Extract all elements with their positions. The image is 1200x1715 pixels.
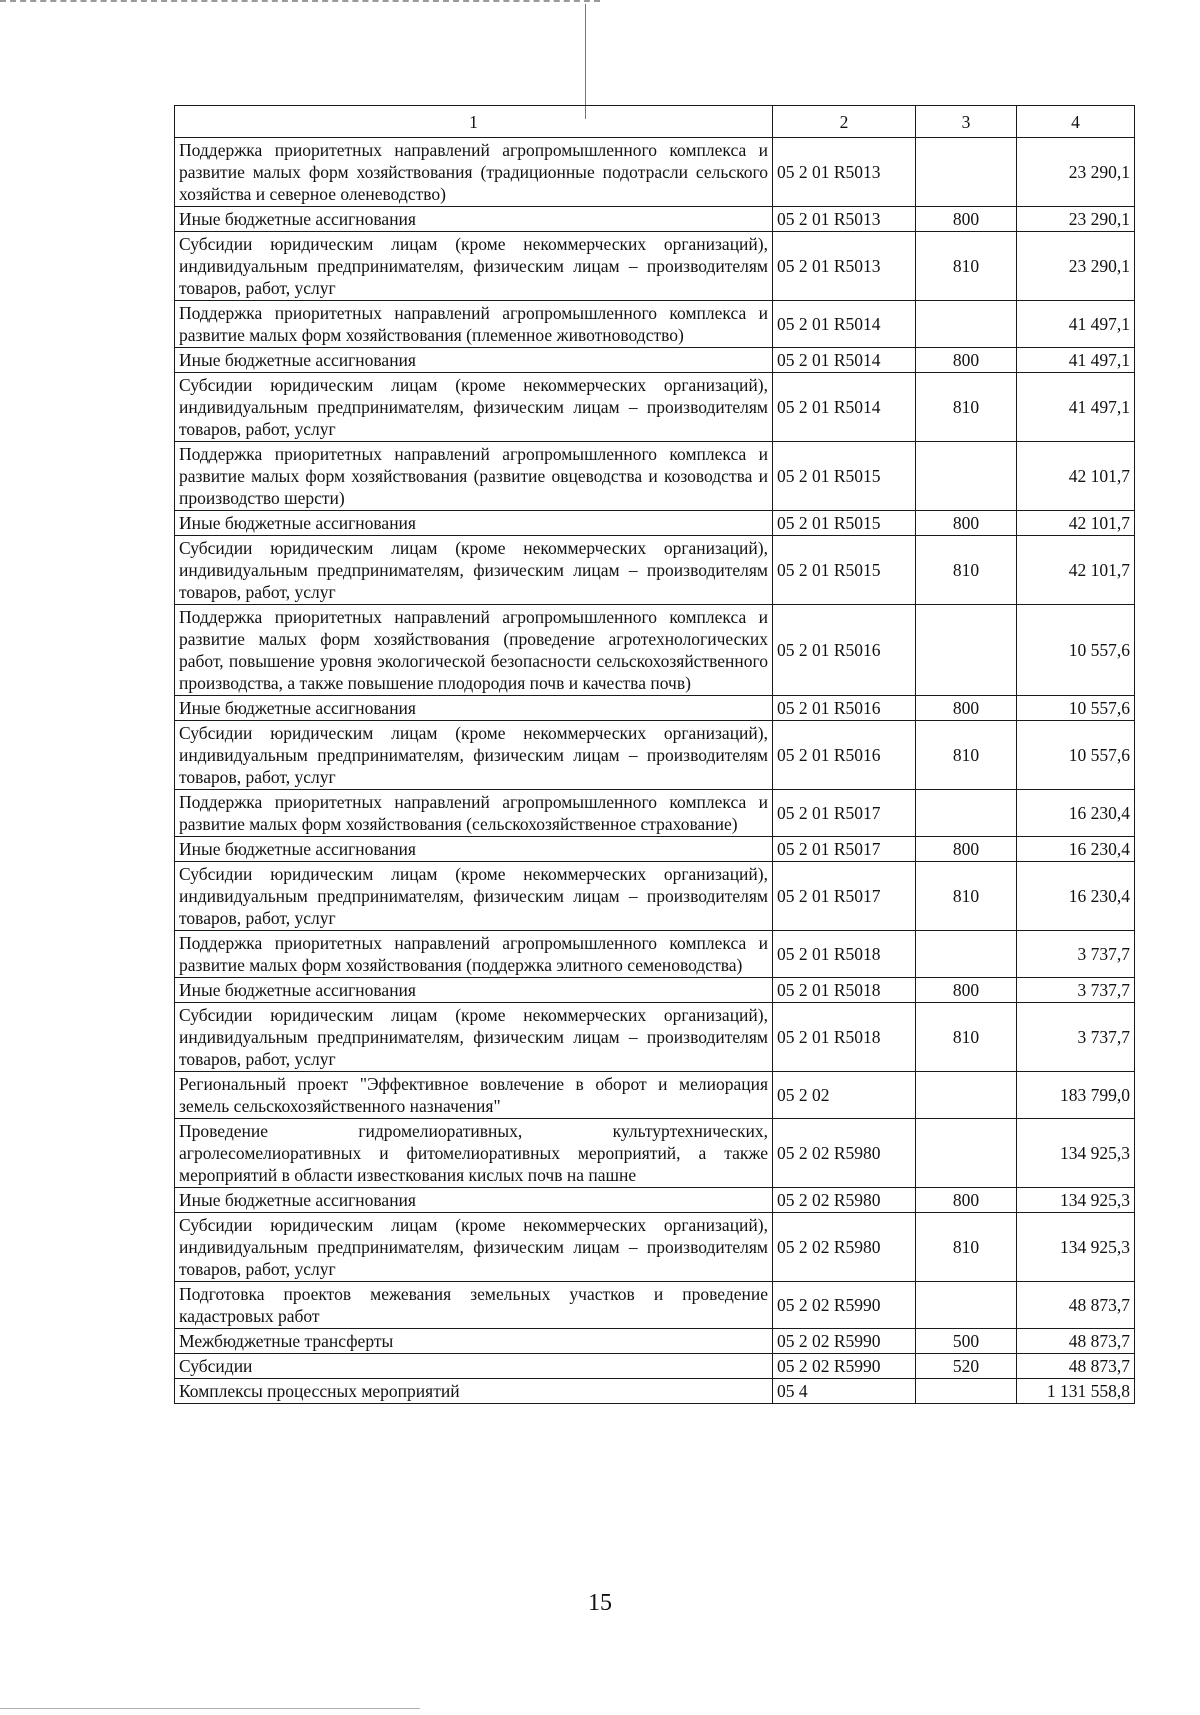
row-expense-type-cell: 810: [916, 1213, 1017, 1282]
row-code-cell: 05 4: [773, 1379, 916, 1404]
table-row: [175, 790, 1135, 837]
row-name-cell: Иные бюджетные ассигнования: [175, 348, 773, 373]
row-code-cell: 05 2 01 R5013: [773, 232, 916, 301]
row-expense-type-cell: 810: [916, 232, 1017, 301]
column-header-2: 2: [773, 106, 916, 138]
row-name-cell: Субсидии юридическим лицам (кроме некоммерческих организаций), индивидуальным предпринимателям, физическим лицам – производителям товаров, работ, услуг: [175, 536, 773, 605]
table-row: [175, 301, 1135, 348]
scan-artifact-top-line: [0, 0, 600, 2]
row-amount-cell: 41 497,1: [1017, 301, 1135, 348]
row-amount-cell: 10 557,6: [1017, 696, 1135, 721]
scan-artifact-bottom-line: [0, 1708, 420, 1709]
row-amount-cell: 48 873,7: [1017, 1329, 1135, 1354]
row-amount-cell: 16 230,4: [1017, 790, 1135, 837]
table-row: [175, 978, 1135, 1003]
row-amount-cell: 16 230,4: [1017, 837, 1135, 862]
row-code-cell: 05 2 01 R5018: [773, 931, 916, 978]
row-name-cell: Иные бюджетные ассигнования: [175, 1188, 773, 1213]
row-expense-type-cell: [916, 301, 1017, 348]
row-name-cell: Поддержка приоритетных направлений агропромышленного комплекса и развитие малых форм хозяйствования (проведение агротехнологических работ, повышение уровня экологической безопасности сельскохозяйственного производства, а также повышение плодородия почв и качества почв): [175, 605, 773, 696]
row-code-cell: 05 2 02 R5990: [773, 1354, 916, 1379]
row-expense-type-cell: 500: [916, 1329, 1017, 1354]
row-amount-cell: 48 873,7: [1017, 1354, 1135, 1379]
row-code-cell: 05 2 01 R5017: [773, 790, 916, 837]
row-amount-cell: 183 799,0: [1017, 1072, 1135, 1119]
row-name-cell: Субсидии юридическим лицам (кроме некоммерческих организаций), индивидуальным предпринимателям, физическим лицам – производителям товаров, работ, услуг: [175, 721, 773, 790]
row-expense-type-cell: 800: [916, 511, 1017, 536]
row-code-cell: 05 2 01 R5015: [773, 536, 916, 605]
row-code-cell: 05 2 01 R5016: [773, 696, 916, 721]
row-code-cell: 05 2 01 R5014: [773, 373, 916, 442]
row-code-cell: 05 2 02 R5980: [773, 1213, 916, 1282]
table-row: [175, 605, 1135, 696]
row-expense-type-cell: 810: [916, 862, 1017, 931]
row-name-cell: Региональный проект "Эффективное вовлечение в оборот и мелиорация земель сельскохозяйственного назначения": [175, 1072, 773, 1119]
budget-table: [174, 105, 1135, 1404]
table-row: [175, 138, 1135, 207]
table-row: [175, 348, 1135, 373]
row-expense-type-cell: 800: [916, 1188, 1017, 1213]
row-code-cell: 05 2 02 R5990: [773, 1329, 916, 1354]
row-amount-cell: 42 101,7: [1017, 511, 1135, 536]
row-expense-type-cell: 800: [916, 207, 1017, 232]
row-code-cell: 05 2 02 R5980: [773, 1188, 916, 1213]
row-expense-type-cell: 800: [916, 696, 1017, 721]
row-amount-cell: 23 290,1: [1017, 207, 1135, 232]
row-amount-cell: 16 230,4: [1017, 862, 1135, 931]
table-row: [175, 1119, 1135, 1188]
row-amount-cell: 48 873,7: [1017, 1282, 1135, 1329]
row-expense-type-cell: [916, 1379, 1017, 1404]
table-body: [175, 138, 1135, 1404]
row-code-cell: 05 2 01 R5017: [773, 862, 916, 931]
table-row: [175, 511, 1135, 536]
row-name-cell: Субсидии: [175, 1354, 773, 1379]
table-row: [175, 1329, 1135, 1354]
column-header-3: 3: [916, 106, 1017, 138]
row-expense-type-cell: [916, 790, 1017, 837]
scan-artifact-vertical-line: [585, 4, 586, 119]
row-amount-cell: 134 925,3: [1017, 1188, 1135, 1213]
column-header-4: 4: [1017, 106, 1135, 138]
row-code-cell: 05 2 01 R5016: [773, 721, 916, 790]
row-name-cell: Поддержка приоритетных направлений агропромышленного комплекса и развитие малых форм хозяйствования (традиционные подотрасли сельского хозяйства и северное оленеводство): [175, 138, 773, 207]
row-expense-type-cell: 800: [916, 348, 1017, 373]
table-row: [175, 232, 1135, 301]
row-amount-cell: 1 131 558,8: [1017, 1379, 1135, 1404]
row-code-cell: 05 2 01 R5014: [773, 301, 916, 348]
row-amount-cell: 3 737,7: [1017, 931, 1135, 978]
column-header-1: 1: [175, 106, 773, 138]
table-row: [175, 1072, 1135, 1119]
row-name-cell: Субсидии юридическим лицам (кроме некоммерческих организаций), индивидуальным предпринимателям, физическим лицам – производителям товаров, работ, услуг: [175, 1003, 773, 1072]
row-expense-type-cell: 810: [916, 721, 1017, 790]
row-name-cell: Иные бюджетные ассигнования: [175, 207, 773, 232]
row-expense-type-cell: [916, 931, 1017, 978]
row-code-cell: 05 2 01 R5018: [773, 1003, 916, 1072]
row-expense-type-cell: [916, 1282, 1017, 1329]
table-row: [175, 931, 1135, 978]
row-code-cell: 05 2 01 R5015: [773, 442, 916, 511]
row-name-cell: Поддержка приоритетных направлений агропромышленного комплекса и развитие малых форм хозяйствования (племенное животноводство): [175, 301, 773, 348]
row-amount-cell: 42 101,7: [1017, 536, 1135, 605]
row-amount-cell: 41 497,1: [1017, 373, 1135, 442]
row-expense-type-cell: [916, 442, 1017, 511]
row-name-cell: Поддержка приоритетных направлений агропромышленного комплекса и развитие малых форм хозяйствования (поддержка элитного семеноводства): [175, 931, 773, 978]
row-expense-type-cell: 810: [916, 536, 1017, 605]
row-expense-type-cell: [916, 1119, 1017, 1188]
row-amount-cell: 3 737,7: [1017, 1003, 1135, 1072]
row-code-cell: 05 2 02: [773, 1072, 916, 1119]
row-name-cell: Поддержка приоритетных направлений агропромышленного комплекса и развитие малых форм хозяйствования (развитие овцеводства и козоводства и производство шерсти): [175, 442, 773, 511]
row-name-cell: Иные бюджетные ассигнования: [175, 837, 773, 862]
table-row: [175, 1354, 1135, 1379]
table-row: [175, 721, 1135, 790]
row-expense-type-cell: 810: [916, 373, 1017, 442]
row-code-cell: 05 2 01 R5014: [773, 348, 916, 373]
table-row: [175, 1213, 1135, 1282]
table-row: [175, 696, 1135, 721]
row-code-cell: 05 2 02 R5980: [773, 1119, 916, 1188]
row-amount-cell: 42 101,7: [1017, 442, 1135, 511]
row-expense-type-cell: [916, 1072, 1017, 1119]
table-row: [175, 373, 1135, 442]
row-expense-type-cell: [916, 138, 1017, 207]
row-code-cell: 05 2 02 R5990: [773, 1282, 916, 1329]
row-expense-type-cell: 800: [916, 837, 1017, 862]
row-amount-cell: 41 497,1: [1017, 348, 1135, 373]
row-name-cell: Субсидии юридическим лицам (кроме некоммерческих организаций), индивидуальным предпринимателям, физическим лицам – производителям товаров, работ, услуг: [175, 862, 773, 931]
page-number: 15: [588, 1590, 612, 1616]
row-name-cell: Иные бюджетные ассигнования: [175, 696, 773, 721]
table-row: [175, 1282, 1135, 1329]
row-name-cell: Проведение гидромелиоративных, культуртехнических, агролесомелиоративных и фитомелиоративных мероприятий, а также мероприятий в области известкования кислых почв на пашне: [175, 1119, 773, 1188]
row-name-cell: Поддержка приоритетных направлений агропромышленного комплекса и развитие малых форм хозяйствования (сельскохозяйственное страхование): [175, 790, 773, 837]
row-code-cell: 05 2 01 R5013: [773, 207, 916, 232]
row-code-cell: 05 2 01 R5018: [773, 978, 916, 1003]
row-name-cell: Подготовка проектов межевания земельных участков и проведение кадастровых работ: [175, 1282, 773, 1329]
row-code-cell: 05 2 01 R5017: [773, 837, 916, 862]
row-code-cell: 05 2 01 R5016: [773, 605, 916, 696]
row-name-cell: Иные бюджетные ассигнования: [175, 511, 773, 536]
table-header-row: [175, 106, 1135, 138]
row-expense-type-cell: 800: [916, 978, 1017, 1003]
row-code-cell: 05 2 01 R5013: [773, 138, 916, 207]
row-amount-cell: 23 290,1: [1017, 138, 1135, 207]
row-name-cell: Субсидии юридическим лицам (кроме некоммерческих организаций), индивидуальным предпринимателям, физическим лицам – производителям товаров, работ, услуг: [175, 373, 773, 442]
row-amount-cell: 23 290,1: [1017, 232, 1135, 301]
table-row: [175, 536, 1135, 605]
row-amount-cell: 10 557,6: [1017, 721, 1135, 790]
row-amount-cell: 134 925,3: [1017, 1213, 1135, 1282]
row-name-cell: Субсидии юридическим лицам (кроме некоммерческих организаций), индивидуальным предпринимателям, физическим лицам – производителям товаров, работ, услуг: [175, 1213, 773, 1282]
table-row: [175, 862, 1135, 931]
row-amount-cell: 134 925,3: [1017, 1119, 1135, 1188]
table-row: [175, 1188, 1135, 1213]
row-amount-cell: 10 557,6: [1017, 605, 1135, 696]
row-expense-type-cell: [916, 605, 1017, 696]
table-row: [175, 1003, 1135, 1072]
table-row: [175, 442, 1135, 511]
table-row: [175, 1379, 1135, 1404]
row-amount-cell: 3 737,7: [1017, 978, 1135, 1003]
row-expense-type-cell: 810: [916, 1003, 1017, 1072]
row-code-cell: 05 2 01 R5015: [773, 511, 916, 536]
row-expense-type-cell: 520: [916, 1354, 1017, 1379]
table-row: [175, 207, 1135, 232]
row-name-cell: Межбюджетные трансферты: [175, 1329, 773, 1354]
row-name-cell: Комплексы процессных мероприятий: [175, 1379, 773, 1404]
table-row: [175, 837, 1135, 862]
row-name-cell: Иные бюджетные ассигнования: [175, 978, 773, 1003]
row-name-cell: Субсидии юридическим лицам (кроме некоммерческих организаций), индивидуальным предпринимателям, физическим лицам – производителям товаров, работ, услуг: [175, 232, 773, 301]
